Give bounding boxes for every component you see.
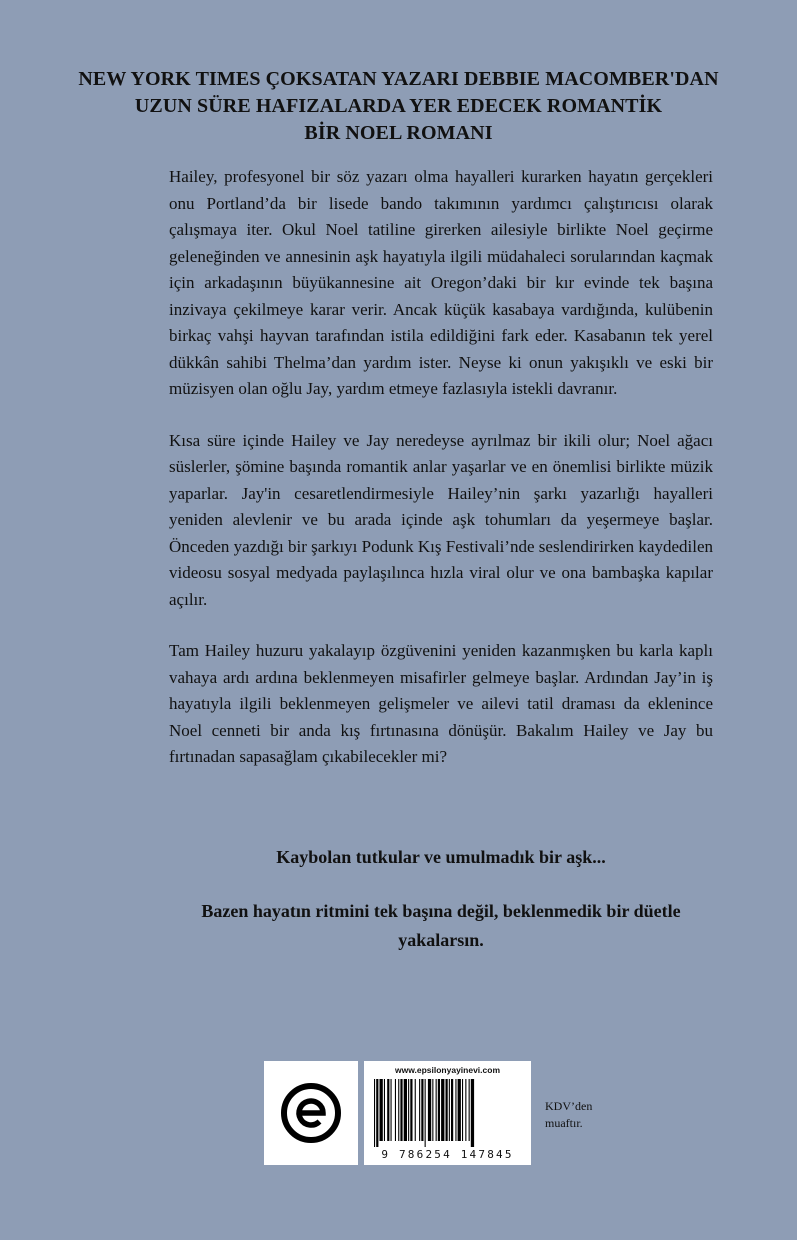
- barcode-bar: [380, 1079, 383, 1141]
- barcode-bar: [462, 1079, 463, 1141]
- tagline-1: Kaybolan tutkular ve umulmadık bir aşk...: [276, 847, 606, 867]
- barcode-bar: [384, 1079, 385, 1141]
- headline-line-1: NEW YORK TIMES ÇOKSATAN YAZARI DEBBIE MACOMBER'DAN: [78, 68, 719, 90]
- barcode-bar: [451, 1079, 453, 1141]
- publisher-website: www.epsilonyayinevi.com: [394, 1065, 501, 1075]
- barcode-box: [364, 1061, 531, 1165]
- barcode-bar: [376, 1079, 378, 1147]
- barcode-bar: [410, 1079, 412, 1141]
- barcode-bar: [400, 1079, 402, 1141]
- publisher-logo-box: [264, 1061, 358, 1165]
- synopsis-paragraph-1: Hailey, profesyonel bir söz yazarı olma hayalleri kurarken hayatın gerçekleri onu Portland’da bir lisede bando takımının yardımcı çalıştırıcısı olarak çalışmaya iter. Okul Noel tatiline girerken ailesiyle birlikte Noel geçirme geleneğinden ve annesinin aşk hayatıyla ilgili müdahaleci sorularından kaçmak için arkadaşının büyükannesine ait Oregon’daki bir kır evinde tek başına inzivaya çekilmeye karar verir. Ancak küçük kasabaya vardığında, kulübenin birkaç vahşi hayvan tarafından istila edildiğini fark eder. Kasabanın tek yerel dükkân sahibi Thelma’dan yardım ister. Neyse ki onun yakışıklı ve eski bir müzisyen olan oğlu Jay, yardım etmeye fazlasıyla istekli davranır.: [169, 167, 713, 398]
- barcode-bar: [398, 1079, 399, 1141]
- tax-note-line-2: muaftır.: [545, 1116, 583, 1130]
- barcode-bar: [455, 1079, 456, 1141]
- tagline-2: Bazen hayatın ritmini tek başına değil, beklenmedik bir düetle yakalarsın.: [201, 901, 681, 950]
- tax-note: [545, 1098, 615, 1132]
- barcode-bar: [391, 1079, 392, 1141]
- barcode-bar: [432, 1079, 433, 1141]
- barcode-bar: [465, 1079, 466, 1141]
- tax-note-line-1: KDV’den: [545, 1099, 593, 1113]
- barcode-bar: [408, 1079, 409, 1141]
- barcode-bar: [374, 1079, 375, 1147]
- barcode-bar: [419, 1079, 420, 1141]
- headline-line-3: BİR NOEL ROMANI: [304, 122, 493, 144]
- barcode-bar: [436, 1079, 437, 1141]
- barcode-bar: [441, 1079, 444, 1141]
- synopsis-paragraph-2: Kısa süre içinde Hailey ve Jay neredeyse ayrılmaz bir ikili olur; Noel ağacı süslerler, şömine başında romantik anlar yaşarlar ve en önemlisi birlikte müzik yaparlar. Jay'in cesaretlendirmesiyle Hailey’nin şarkı yazarlığı hayalleri yeniden alevlenir ve bu arada içinde aşk tohumları da yeşermeye başlar. Önceden yazdığı bir şarkıyı Podunk Kış Festivali’nde seslendirirken kaydedilen videosu sosyal medyada paylaşılınca hızla viral olur ve ona bambaşka kapılar açılır.: [169, 430, 713, 609]
- barcode-bars: [374, 1079, 521, 1147]
- synopsis: [169, 164, 713, 796]
- barcode-bar: [387, 1079, 389, 1141]
- synopsis-paragraph-3: Tam Hailey huzuru yakalayıp özgüvenini yeniden kazanmışken bu karla kaplı vahaya ardı ardına beklenmeyen misafirler gelmeye başlar. Ardından Jay’in iş hayatıyla ilgili beklenmeyen gelişmeler ve ailevi tatil draması da eklenince Noel cenneti bir anda kış fırtınasına dönüşür. Bakalım Hailey ve Jay bu fırtınadan sapasağlam çıkabilecekler mi?: [169, 641, 713, 766]
- barcode-bar: [421, 1079, 423, 1141]
- headline-line-2: UZUN SÜRE HAFIZALARDA YER EDECEK ROMANTİK: [134, 95, 663, 117]
- isbn-number: 9 786254 147845: [381, 1148, 514, 1161]
- barcode-bar: [446, 1079, 448, 1141]
- epsilon-e-logo-icon: [280, 1082, 342, 1144]
- headline: [40, 66, 757, 147]
- barcode-bar: [395, 1079, 396, 1141]
- barcode-bar: [438, 1079, 440, 1141]
- barcode-bar: [449, 1079, 450, 1141]
- barcode-bar: [425, 1079, 426, 1147]
- barcode-bar: [471, 1079, 474, 1147]
- barcode-bar: [469, 1079, 470, 1141]
- barcode-bar: [428, 1079, 431, 1141]
- barcode-bar: [458, 1079, 461, 1141]
- barcode-bar: [404, 1079, 407, 1141]
- barcode-bar: [415, 1079, 416, 1141]
